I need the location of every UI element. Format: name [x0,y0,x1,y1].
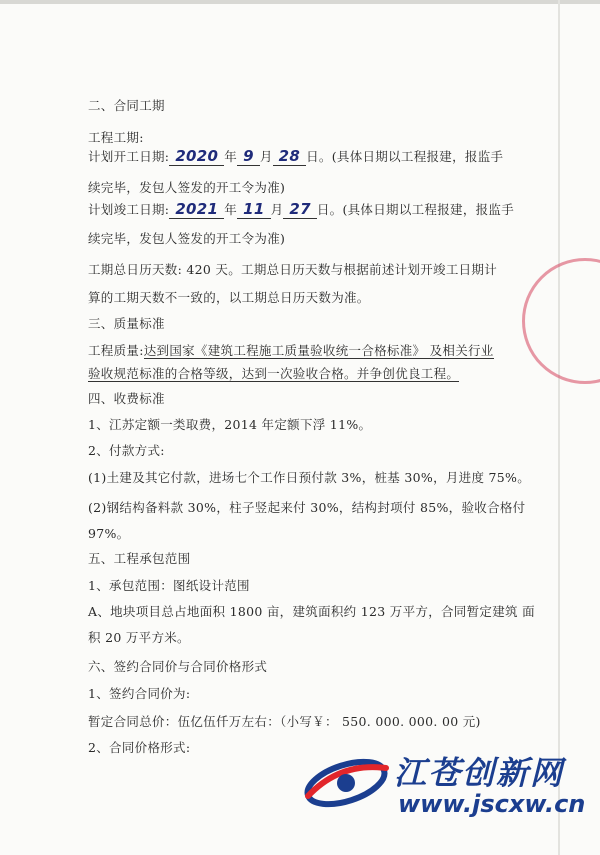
scope-item1: 1、承包范围：图纸设计范围 [88,578,250,593]
period-label: 工程工期: [88,130,144,145]
end-year: 2021 [169,200,224,219]
quality-text-b: 验收规范标准的合格等级，达到一次验收合格。并争创优良工程。 [88,366,460,381]
quality-line-b [88,364,459,382]
total-days-a: 工期总日历天数: 420 天。工期总日历天数与根据前述计划开竣工日期计 [88,262,498,277]
scope-b: 积 20 万平方米。 [88,630,190,645]
start-label: 计划开工日期: [88,149,170,164]
watermark-site-url: www.jscxw.cn [398,790,586,818]
quality-label: 工程质量: [88,343,144,358]
end-note-b: 续完毕，发包人签发的开工令为准) [88,231,286,246]
red-seal-stamp [522,258,600,384]
end-month: 11 [237,200,270,219]
quality-line-a [88,341,494,359]
start-note-a: 日。(具体日期以工程报建，报监手 [306,149,504,164]
section2-heading: 二、合同工期 [88,98,165,113]
payment-sub2-b: 97%。 [88,526,130,541]
contract-price-item1: 1、签约合同价为: [88,686,191,701]
end-date-line [88,200,514,219]
payment-sub2-a: (2)钢结构备料款 30%，柱子竖起来付 30%，结构封项付 85%，验收合格付 [88,500,526,515]
contract-price-value: 暂定合同总价：伍亿伍仟万左右：（小写￥： 550. 000. 000. 00 元) [88,714,481,729]
section6-heading: 六、签约合同价与合同价格形式 [88,659,268,674]
start-year: 2020 [169,147,224,166]
fee-item2: 2、付款方式: [88,443,165,458]
start-month-char: 月 [259,149,273,164]
section3-heading: 三、质量标准 [88,316,165,331]
end-month-char: 月 [270,202,284,217]
page-edge-right [558,0,560,855]
start-note-b: 续完毕，发包人签发的开工令为准) [88,180,286,195]
fee-item1: 1、江苏定额一类取费，2014 年定额下浮 11%。 [88,417,372,432]
scope-a: A、地块项目总占地面积 1800 亩，建筑面积约 123 万平方，合同暂定建筑 面 [88,604,535,619]
contract-price-item2: 2、合同价格形式: [88,740,191,755]
start-year-char: 年 [224,149,238,164]
page-edge-top [0,0,600,4]
start-month: 9 [237,147,260,166]
site-logo-swirl-icon [300,752,392,814]
start-day: 28 [273,147,306,166]
end-note-a: 日。(具体日期以工程报建，报监手 [316,202,515,217]
quality-text-a: 达到国家《建筑工程施工质量验收统一合格标准》 及相关行业 [143,343,494,358]
payment-sub1: (1)土建及其它付款，进场七个工作日预付款 3%，桩基 30%，月进度 75%。 [88,470,531,485]
section5-heading: 五、工程承包范围 [88,551,191,566]
watermark-site-name: 江苍创新网 [394,754,565,792]
start-date-line [88,147,503,166]
end-label: 计划竣工日期: [88,202,170,217]
end-year-char: 年 [224,202,238,217]
section4-heading: 四、收费标准 [88,391,165,406]
total-days-b: 算的工期天数不一致的，以工期总日历天数为准。 [88,290,370,305]
end-day: 27 [283,200,316,219]
